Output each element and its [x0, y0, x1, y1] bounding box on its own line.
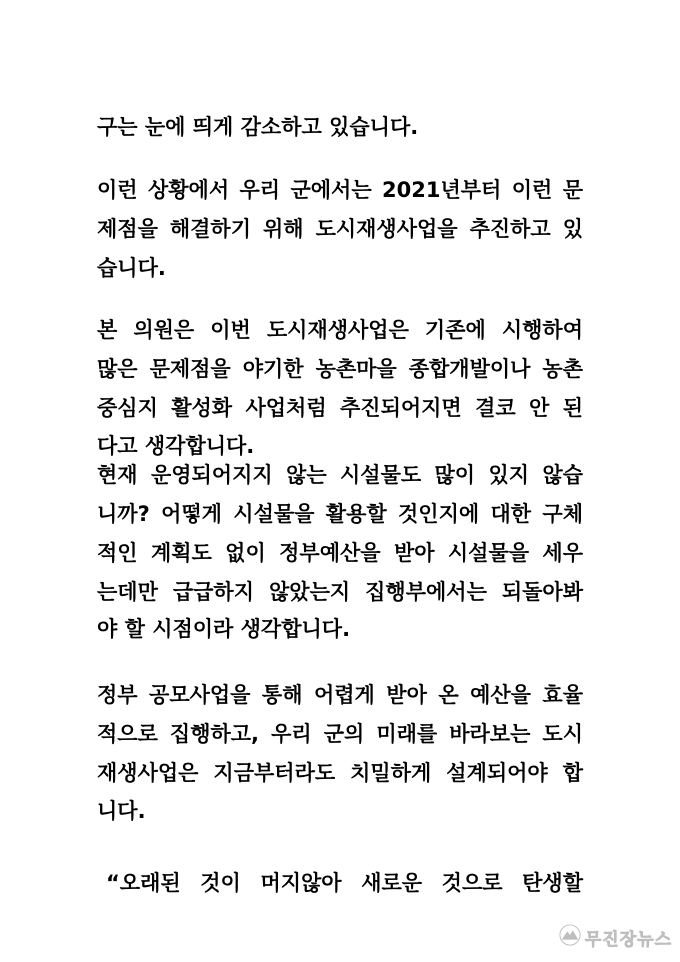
paragraph-line: 본 의원은 이번 도시재생사업은 기존에 시행하여: [97, 318, 583, 342]
quote-line: “오래된 것이 머지않아 새로운 것으로 탄생할: [106, 871, 583, 895]
mountain-logo-icon: [559, 924, 581, 950]
paragraph-line: 제점을 해결하기 위해 도시재생사업을 추진하고 있: [97, 217, 583, 241]
paragraph-line: 이런 상황에서 우리 군에서는 2021년부터 이런 문: [97, 178, 583, 202]
paragraph-line: 많은 문제점을 야기한 농촌마을 종합개발이나 농촌: [97, 357, 583, 381]
paragraph-line: 습니다.: [97, 256, 166, 280]
paragraph-line: 구는 눈에 띄게 감소하고 있습니다.: [97, 115, 419, 139]
watermark: [559, 924, 672, 950]
watermark-text: 무진장뉴스: [584, 929, 672, 950]
paragraph-line: 니다.: [97, 799, 146, 823]
paragraph-line: 야 할 시점이라 생각합니다.: [97, 617, 351, 641]
paragraph-line: 는데만 급급하지 않았는지 집행부에서는 되돌아봐: [97, 580, 583, 604]
paragraph-line: 적으로 집행하고, 우리 군의 미래를 바라보는 도시: [97, 722, 583, 746]
paragraph-line: 정부 공모사업을 통해 어렵게 받아 온 예산을 효율: [97, 683, 583, 707]
paragraph-line: 다고 생각합니다.: [97, 434, 255, 458]
paragraph-line: 재생사업은 지금부터라도 치밀하게 설계되어야 합: [97, 761, 583, 785]
paragraph-line: 중심지 활성화 사업처럼 추진되어지면 결코 안 된: [97, 396, 583, 420]
paragraph-line: 현재 운영되어지지 않는 시설물도 많이 있지 않습: [97, 463, 583, 487]
paragraph-line: 니까? 어떻게 시설물을 활용할 것인지에 대한 구체: [97, 502, 583, 526]
paragraph-line: 적인 계획도 없이 정부예산을 받아 시설물을 세우: [97, 541, 583, 565]
